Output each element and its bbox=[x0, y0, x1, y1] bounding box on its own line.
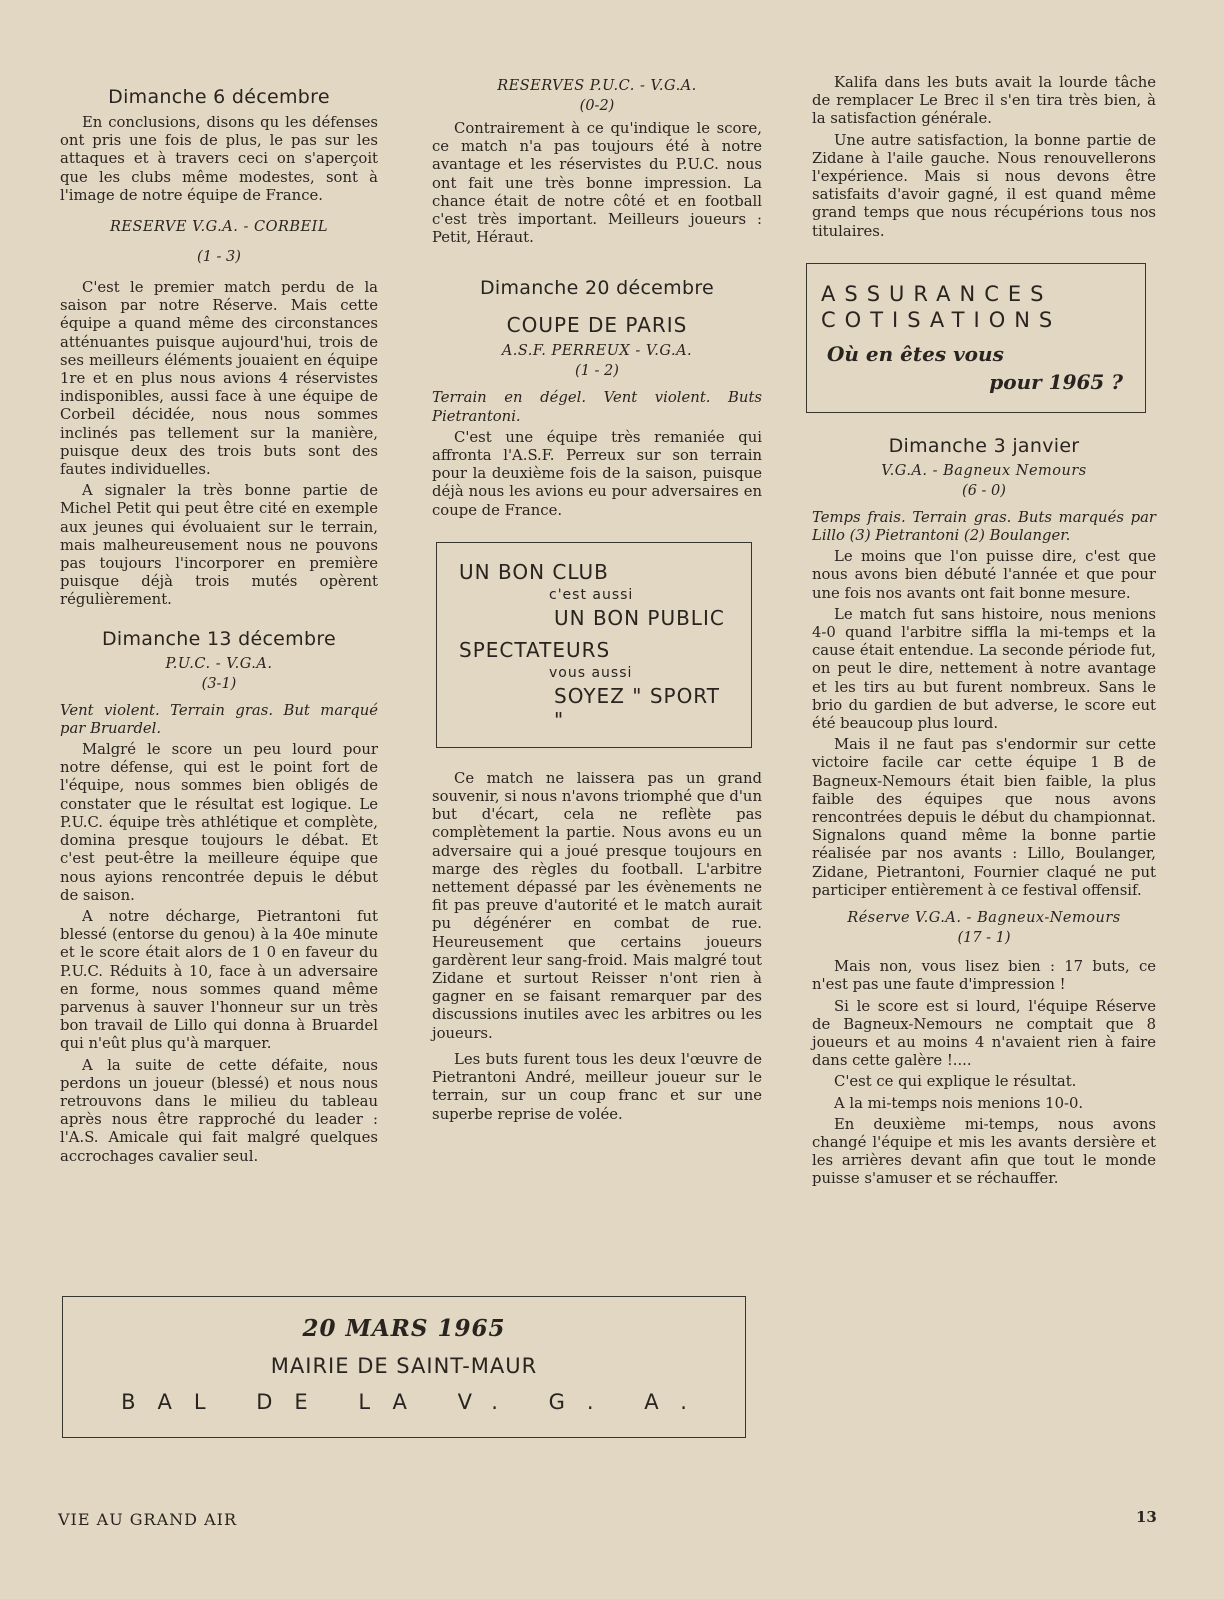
section-heading: Dimanche 6 décembre bbox=[108, 86, 330, 108]
paragraph: En conclusions, disons qu les défenses ont pris une fois de plus, le pas sur les attaques et à travers ceci on s'aperçoit que les clubs même modestes, sont à l'image de notre équipe de France. bbox=[60, 114, 378, 204]
paragraph: Malgré le score un peu lourd pour notre défense, qui est le point fort de l'équipe, nous sommes bien obligés de constater que le résultat est logique. Le P.U.C. équipe très athlétique et complète, domina presque toujours le débat. Et c'est peut-être la meilleure équipe que nous ayions rencontrée depuis le début de saison. bbox=[60, 741, 378, 904]
box-line: pour 1965 ? bbox=[989, 369, 1123, 394]
match-score: (6 - 0) bbox=[962, 482, 1006, 499]
assurances-box bbox=[806, 263, 1146, 413]
paragraph: A signaler la très bonne partie de Michel Petit qui peut être cité en exemple aux jeunes qui évoluaient sur le terrain, mais malheureusement nous ne pouvons pas toujours l'incorporer en première puisque déjà trois mutés opèrent régulièrement. bbox=[60, 482, 378, 609]
match-title: Réserve V.G.A. - Bagneux-Nemours bbox=[847, 910, 1121, 927]
paragraph: Temps frais. Terrain gras. Buts marqués par Lillo (3) Pietrantoni (2) Boulanger. bbox=[812, 508, 1156, 545]
match-score: (1 - 2) bbox=[575, 363, 619, 380]
paragraph: Si le score est si lourd, l'équipe Réserve de Bagneux-Nemours ne comptait que 8 joueurs et au moins 4 n'avaient rien à faire dans cette galère !.... bbox=[812, 997, 1156, 1070]
paragraph: C'est le premier match perdu de la saison par notre Réserve. Mais cette équipe a quand même des circonstances atténuantes puisque aujourd'hui, trois de ses meilleurs éléments jouaient en équipe 1re et en plus nous avions 4 réservistes indisponibles, aussi face à une équipe de Corbeil décidée, nous nous sommes inclinés pas tellement sur la manière, puisque deux des trois buts sont des fautes individuelles. bbox=[60, 279, 378, 479]
cup-title: COUPE DE PARIS bbox=[506, 313, 688, 338]
section-heading: Dimanche 3 janvier bbox=[888, 434, 1080, 457]
match-title: A.S.F. PERREUX - V.G.A. bbox=[501, 343, 693, 360]
bal-place: MAIRIE DE SAINT-MAUR bbox=[270, 1354, 538, 1378]
column-left bbox=[60, 74, 378, 1166]
bal-announcement-box bbox=[62, 1296, 746, 1438]
box-line: SOYEZ " SPORT " bbox=[554, 683, 720, 732]
box-line: Où en êtes vous bbox=[827, 341, 1004, 366]
section-heading: Dimanche 20 décembre bbox=[479, 277, 715, 300]
paragraph: A notre décharge, Pietrantoni fut blessé (entorse du genou) à la 40e minute et le score était alors de 1 0 en faveur du P.U.C. Réduits à 10, face à un adversaire en forme, nous sommes quand même parvenus à sauver l'honneur sur un très bon travail de Lillo qui donna à Bruardel qui n'eût plus qu'à marquer. bbox=[60, 907, 378, 1053]
match-score: (3-1) bbox=[201, 675, 237, 692]
footer-magazine-title: VIE AU GRAND AIR bbox=[58, 1510, 237, 1529]
paragraph: Mais il ne faut pas s'endormir sur cette victoire facile car cette équipe 1 B de Bagneux-Nemours était bien faible, la plus faible des équipes que nous avons rencontrées depuis le début du championnat. Signalons quand même la bonne partie réalisée par nos avants : Lillo, Boulanger, Zidane, Pietrantoni, Fournier claqué ne put participer entièrement à ce festival offensif. bbox=[812, 736, 1156, 899]
match-title: RESERVE V.G.A. - CORBEIL bbox=[109, 219, 328, 236]
paragraph: A la suite de cette défaite, nous perdons un joueur (blessé) et nous nous retrouvons dans le milieu du tableau après nous être rapproché du leader : l'A.S. Amicale qui fait malgré quelques accrochages cavalier seul. bbox=[60, 1056, 378, 1165]
bon-club-box bbox=[436, 542, 752, 748]
column-middle bbox=[432, 74, 762, 1124]
match-score: (17 - 1) bbox=[957, 930, 1011, 947]
paragraph: Kalifa dans les buts avait la lourde tâche de remplacer Le Brec il s'en tira très bien, à la satisfaction générale. bbox=[812, 74, 1156, 128]
section-heading: Dimanche 13 décembre bbox=[101, 627, 337, 650]
match-title: V.G.A. - Bagneux Nemours bbox=[881, 462, 1087, 479]
bal-event: BAL DE LA V. G. A. bbox=[121, 1390, 709, 1414]
paragraph: Vent violent. Terrain gras. But marqué par Bruardel. bbox=[60, 701, 378, 737]
paragraph: Mais non, vous lisez bien : 17 buts, ce n'est pas une faute d'impression ! bbox=[812, 958, 1156, 994]
paragraph: Ce match ne laissera pas un grand souvenir, si nous n'avons triomphé que d'un but d'écart, cela ne reflète pas complètement la partie. Nous avons eu un adversaire qui a joué presque toujours en marge des règles du football. L'arbitre nettement dépassé par les évènements ne fit pas preuve d'autorité et le match aurait pu dégénérer en combat de rue. Heureusement que certains joueurs gardèrent leur sang-froid. Mais malgré tout Zidane et surtout Reisser n'ont rien à gagner en se faisant remarquer par des discussions inutiles avec les arbitres ou les joueurs. bbox=[432, 769, 762, 1042]
paragraph: Le match fut sans histoire, nous menions 4-0 quand l'arbitre siffla la mi-temps et la cause était entendue. La seconde période fut, on peut le dire, nettement à notre avantage et les tirs au but furent nombreux. Sans le brio du gardien de but adverse, le score eut été beaucoup plus lourd. bbox=[812, 605, 1156, 733]
paragraph: Les buts furent tous les deux l'œuvre de Pietrantoni André, meilleur joueur sur le terrain, sur un coup franc et sur une superbe reprise de volée. bbox=[432, 1050, 762, 1123]
paragraph: A la mi-temps nois menions 10-0. bbox=[834, 1094, 1084, 1112]
paragraph: Le moins que l'on puisse dire, c'est que nous avons bien débuté l'année et que pour une fois nos avants ont fait bonne mesure. bbox=[812, 548, 1156, 602]
match-title: RESERVES P.U.C. - V.G.A. bbox=[497, 78, 697, 94]
box-line: UN BON PUBLIC bbox=[554, 605, 725, 630]
paragraph: C'est ce qui explique le résultat. bbox=[834, 1073, 1077, 1091]
paragraph: Terrain en dégel. Vent violent. Buts Pietrantoni. bbox=[432, 389, 762, 425]
box-line: UN BON CLUB bbox=[459, 559, 609, 584]
page-number: 13 bbox=[1136, 1508, 1157, 1526]
box-line: vous aussi bbox=[549, 664, 633, 681]
box-line: c'est aussi bbox=[549, 586, 634, 603]
column-right bbox=[812, 74, 1156, 1189]
bal-date: 20 MARS 1965 bbox=[302, 1315, 506, 1342]
match-score: (0-2) bbox=[579, 98, 615, 114]
box-line: COTISATIONS bbox=[821, 307, 1062, 332]
match-title: P.U.C. - V.G.A. bbox=[165, 655, 273, 672]
paragraph: C'est une équipe très remaniée qui affronta l'A.S.F. Perreux sur son terrain pour la deuxième fois de la saison, puisque déjà nous les avions eu pour adversaires en coupe de France. bbox=[432, 428, 762, 519]
paragraph: En deuxième mi-temps, nous avons changé l'équipe et mis les avants dersière et les arrières devant afin que tout le monde puisse s'amuser et se réchauffer. bbox=[812, 1115, 1156, 1188]
box-line: ASSURANCES bbox=[821, 281, 1053, 306]
match-score: (1 - 3) bbox=[197, 249, 241, 266]
paragraph: Une autre satisfaction, la bonne partie de Zidane à l'aile gauche. Nous renouvellerons l'expérience. Mais si nous devons être satisfaits d'avoir gagné, il est quand même grand temps que nous récupérions tous nos titulaires. bbox=[812, 131, 1156, 240]
paragraph: Contrairement à ce qu'indique le score, ce match n'a pas toujours été à notre avantage et les réservistes du P.U.C. nous ont fait une très bonne impression. La chance était de notre côté et en football c'est très important. Meilleurs joueurs : Petit, Héraut. bbox=[432, 120, 762, 247]
box-line: SPECTATEURS bbox=[459, 637, 611, 662]
